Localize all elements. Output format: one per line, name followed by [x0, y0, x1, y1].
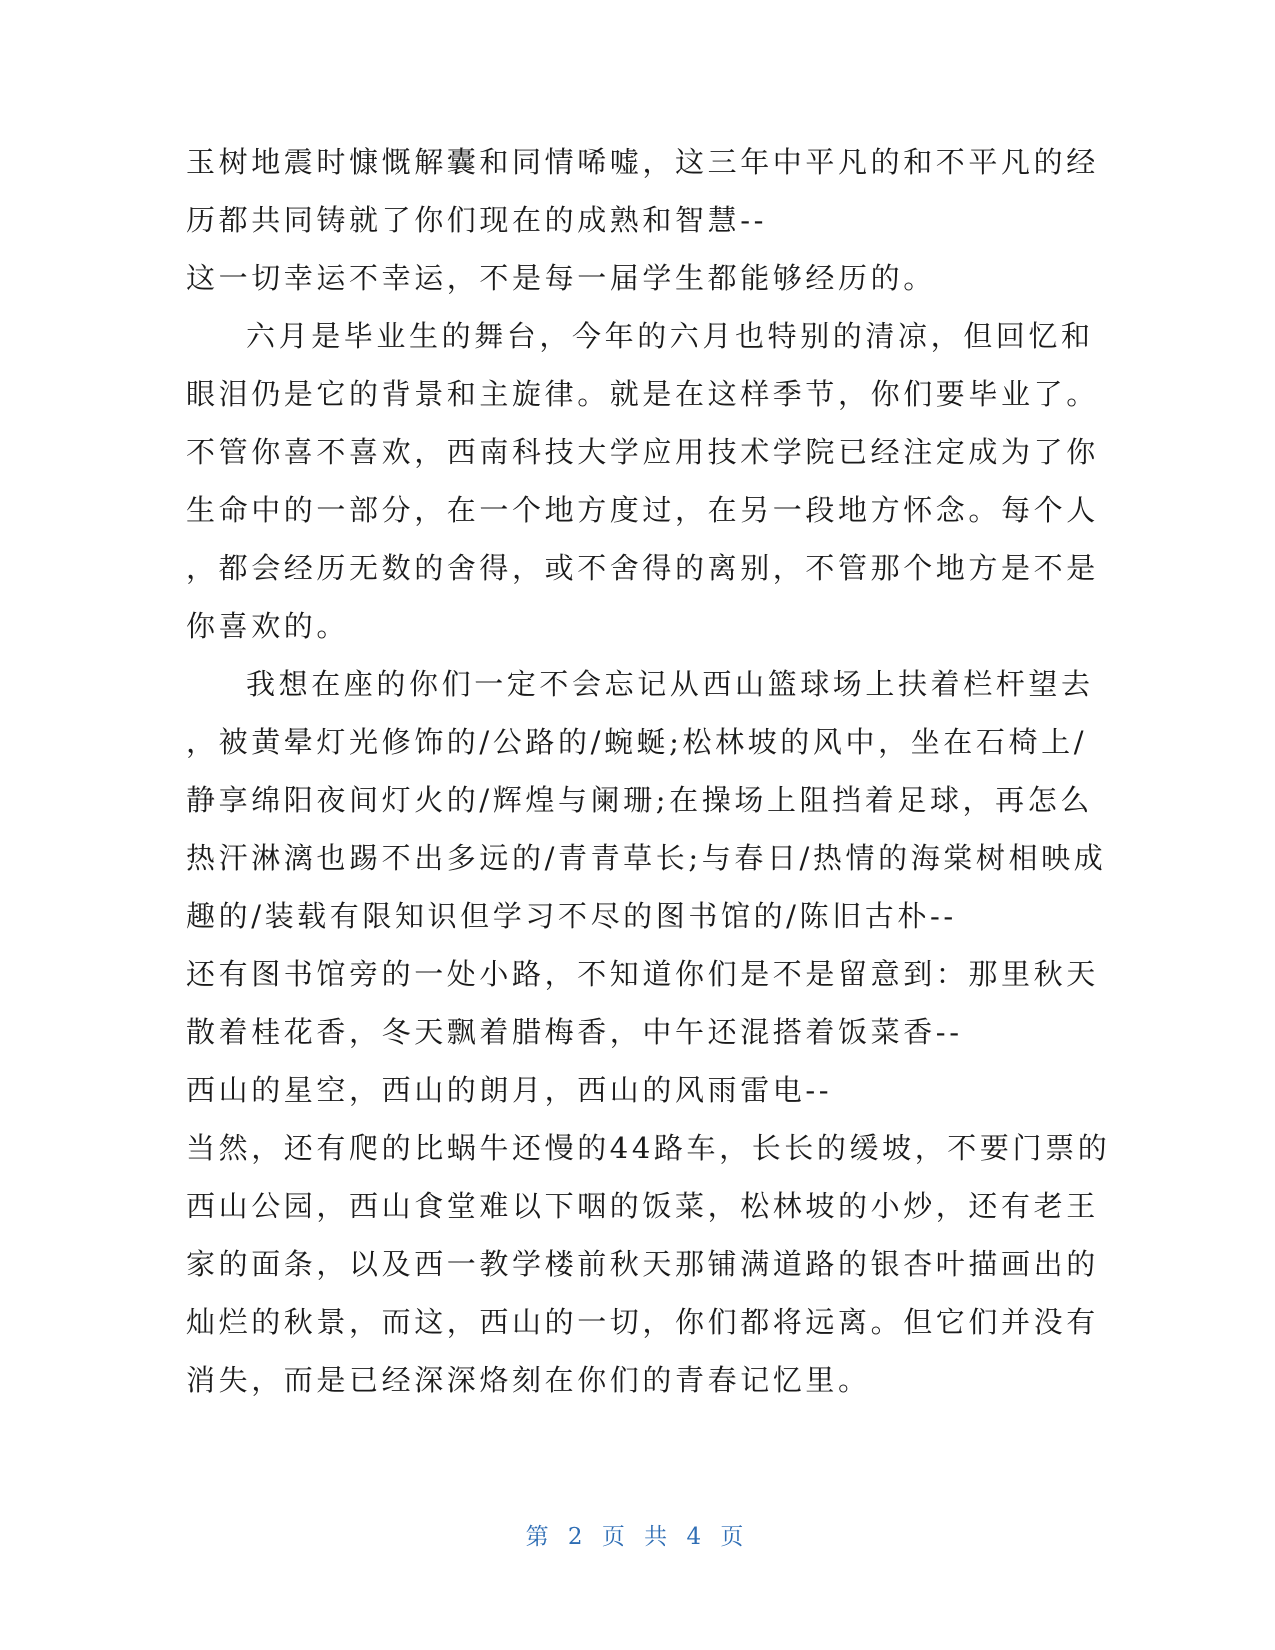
text-line: 历都共同铸就了你们现在的成熟和智慧-- [186, 203, 767, 237]
text-line: ，都会经历无数的舍得，或不舍得的离别，不管那个地方是不是 [186, 551, 1099, 585]
text-line: 不管你喜不喜欢，西南科技大学应用技术学院已经注定成为了你 [186, 435, 1099, 469]
text-line: 玉树地震时慷慨解囊和同情唏嘘，这三年中平凡的和不平凡的经 [186, 145, 1099, 179]
text-line: 家的面条，以及西一教学楼前秋天那铺满道路的银杏叶描画出的 [186, 1247, 1099, 1281]
text-line: 西山公园，西山食堂难以下咽的饭菜，松林坡的小炒，还有老王 [186, 1189, 1099, 1223]
text-line: 这一切幸运不幸运，不是每一届学生都能够经历的。 [186, 261, 936, 295]
paragraph-first-line: 我想在座的你们一定不会忘记从西山篮球场上扶着栏杆望去 [246, 667, 1094, 701]
paragraph-first-line: 六月是毕业生的舞台，今年的六月也特别的清凉，但回忆和 [246, 319, 1094, 353]
text-line: 生命中的一部分，在一个地方度过，在另一段地方怀念。每个人 [186, 493, 1099, 527]
text-line: 静享绵阳夜间灯火的/辉煌与阑珊;在操场上阻挡着足球，再怎么 [186, 783, 1093, 817]
text-line: ，被黄晕灯光修饰的/公路的/蜿蜒;松林坡的风中，坐在石椅上/ [186, 725, 1088, 759]
text-line: 散着桂花香，冬天飘着腊梅香，中午还混搭着饭菜香-- [186, 1015, 963, 1049]
text-line: 灿烂的秋景，而这，西山的一切，你们都将远离。但它们并没有 [186, 1305, 1099, 1339]
text-line: 趣的/装载有限知识但学习不尽的图书馆的/陈旧古朴-- [186, 899, 957, 933]
text-line: 当然，还有爬的比蜗牛还慢的44路车，长长的缓坡，不要门票的 [186, 1131, 1111, 1165]
page-number-footer: 第 2 页 共 4 页 [525, 1524, 750, 1550]
text-line: 西山的星空，西山的朗月，西山的风雨雷电-- [186, 1073, 833, 1107]
text-line: 还有图书馆旁的一处小路，不知道你们是不是留意到：那里秋天 [186, 957, 1099, 991]
text-line: 热汗淋漓也踢不出多远的/青青草长;与春日/热情的海棠树相映成 [186, 841, 1107, 875]
text-line: 眼泪仍是它的背景和主旋律。就是在这样季节，你们要毕业了。 [186, 377, 1099, 411]
text-line: 消失，而是已经深深烙刻在你们的青春记忆里。 [186, 1363, 871, 1397]
text-line: 你喜欢的。 [186, 609, 350, 643]
